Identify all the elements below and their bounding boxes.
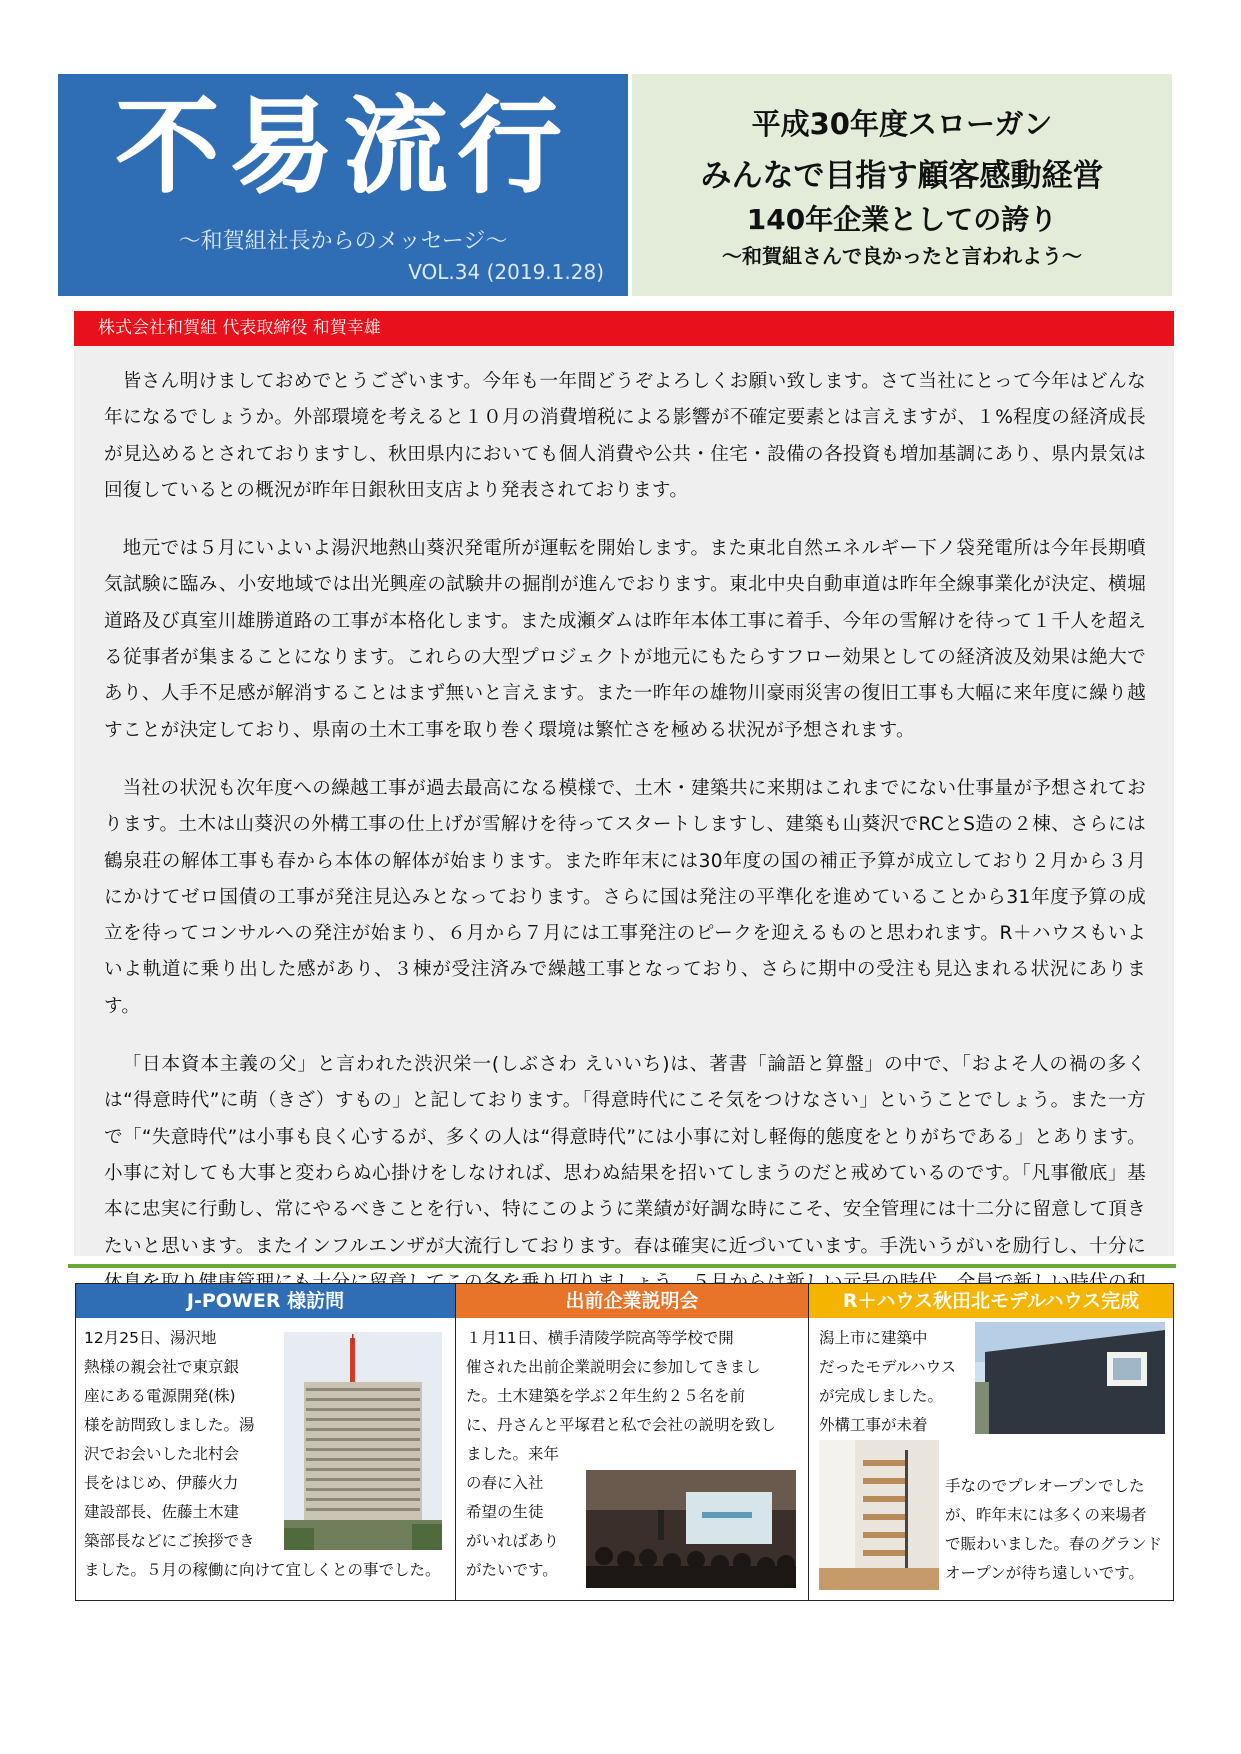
column-text-lower [84, 1556, 454, 1585]
news-column-model-house [808, 1283, 1174, 1601]
text-line: で賑わいました。春のグランド [945, 1535, 1163, 1553]
slogan-line-1: 平成30年度スローガン [751, 107, 1053, 141]
text-line: 熱様の親会社で東京銀 [84, 1358, 240, 1376]
message-body [74, 346, 1174, 1256]
house-interior-photo [819, 1440, 939, 1590]
column-heading: R＋ハウス秋田北モデルハウス完成 [809, 1284, 1173, 1318]
text-line: 様を訪問致しました。湯 [84, 1416, 255, 1434]
column-text-lower [945, 1472, 1173, 1588]
masthead [58, 74, 628, 296]
text-line: 座にある電源開発(株) [84, 1387, 236, 1405]
slogan-panel [632, 74, 1172, 296]
column-heading: J-POWER 様訪問 [76, 1284, 455, 1318]
slogan-line-3: 140年企業としての誇り [746, 203, 1058, 236]
news-column-briefing [455, 1283, 809, 1601]
text-line: 長をはじめ、伊藤火力 [84, 1474, 239, 1492]
text-line: だったモデルハウス [819, 1358, 957, 1376]
text-line: ました。来年 [466, 1445, 560, 1463]
text-line: 築部長などにご挨拶でき [84, 1532, 255, 1550]
slogan-line-2: みんなで目指す顧客感動経営 [700, 158, 1104, 194]
newsletter-subtitle: 〜和賀組社長からのメッセージ〜 [178, 229, 508, 254]
column-text-upper [819, 1324, 959, 1440]
news-column-jpower [75, 1283, 456, 1601]
seminar-photo [586, 1470, 796, 1588]
text-line: が完成しました。 [819, 1387, 944, 1405]
text-line: 12月25日、湯沢地 [84, 1329, 217, 1347]
building-photo [284, 1332, 442, 1550]
paragraph-3: 当社の状況も次年度への繰越工事が過去最高になる模様で、土木・建築共に来期はこれまでにない仕事量が予想されております。土木は山葵沢の外構工事の仕上げが雪解けを待ってスタートしますし、建築も山葵沢でRCとS造の２棟、さらには鶴泉荘の解体工事も春から本体の解体が始まります。また昨年末には30年度の国の補正予算が成立しており２月から３月にかけてゼロ国債の工事が発注見込みとなっております。さらに国は発注の平準化を進めていることから31年度予算の成立を待ってコンサルへの発注が始まり、６月から７月には工事発注のピークを迎えるものと思われます。R＋ハウスもいよいよ軌道に乗り出した感があり、３棟が受注済みで繰越工事となっており、さらに期中の受注も見込まれる状況にあります。 [104, 777, 1146, 1017]
text-line: 催された出前企業説明会に参加してきまし [466, 1358, 761, 1376]
column-heading: 出前企業説明会 [456, 1284, 808, 1318]
house-exterior-photo [975, 1322, 1165, 1434]
column-text-upper [466, 1324, 806, 1440]
text-line: がいればあり [466, 1532, 560, 1550]
paragraph-2: 地元では５月にいよいよ湯沢地熱山葵沢発電所が運転を開始します。また東北自然エネルギー下ノ袋発電所は今年長期噴気試験に臨み、小安地域では出光興産の試験井の掘削が進んでおります。東北中央自動車道は昨年全線事業化が決定、横堀道路及び真室川雄勝道路の工事が本格化します。また成瀬ダムは昨年本体工事に着手、今年の雪解けを待って１千人を超える従事者が集まることになります。これらの大型プロジェクトが地元にもたらすフロー効果としての経済波及効果は絶大であり、人手不足感が解消することはまず無いと言えます。また一昨年の雄物川豪雨災害の復旧工事も大幅に来年度に繰り越すことが決定しており、県南の土木工事を取り巻く環境は繁忙さを極める状況が予想されます。 [104, 538, 1146, 741]
text-line: 外構工事が未着 [819, 1416, 928, 1434]
volume-date: VOL.34 (2019.1.28) [408, 260, 604, 284]
text-line: ました。５月の稼働に向けて宜しくとの事でした。 [84, 1561, 441, 1579]
text-line: の春に入社 [466, 1474, 544, 1492]
author-bar: 株式会社和賀組 代表取締役 和賀幸雄 [74, 311, 1174, 346]
newsletter-title: 不易流行 [114, 84, 571, 207]
paragraph-1: 皆さん明けましておめでとうございます。今年も一年間どうぞよろしくお願い致します。さて当社にとって今年はどんな年になるでしょうか。外部環境を考えると１０月の消費増税による影響が不確定要素とは言えますが、１%程度の経済成長が見込めるとされておりますし、秋田県内においても個人消費や公共・住宅・設備の各投資も増加基調にあり、県内景気は回復しているとの概況が昨年日銀秋田支店より発表されております。 [104, 371, 1146, 501]
text-line: 沢でお会いした北村会 [84, 1445, 240, 1463]
column-text-upper [84, 1324, 284, 1556]
text-line: 潟上市に建築中 [819, 1329, 928, 1347]
text-line: 手なのでプレオープンでした [945, 1477, 1145, 1495]
text-line: が、昨年末には多くの来場者 [945, 1506, 1147, 1524]
text-line: オープンが待ち遠しいです。 [945, 1564, 1144, 1582]
paragraph-4: 「日本資本主義の父」と言われた渋沢栄一(しぶさわ えいいち)は、著書「論語と算盤」の中で、「およそ人の禍の多くは“得意時代”に萌（きざ）すもの」と記しております。「得意時代にこそ気をつけなさい」ということでしょう。また一方で「“失意時代”は小事も良く心するが、多くの人は“得意時代”には小事に対し軽侮的態度をとりがちである」とあります。小事に対しても大事と変わらぬ心掛けをしなければ、思わぬ結果を招いてしまうのだと戒めているのです。「凡事徹底」基本に忠実に行動し、常にやるべきことを行い、特にこのように業績が好調な時にこそ、安全管理には十二分に留意して頂きたいと思います。またインフルエンザが大流行しております。春は確実に近づいています。手洗いうがいを励行し、十分に [104, 1054, 1146, 1257]
text-line: 希望の生徒 [466, 1503, 544, 1521]
divider [68, 1264, 1176, 1268]
text-line: １月11日、横手清陵学院高等学校で開 [466, 1329, 734, 1347]
column-text-lower [466, 1440, 576, 1585]
slogan-line-4: 〜和賀組さんで良かったと言われよう〜 [722, 244, 1082, 268]
text-line: 建設部長、佐藤土木建 [84, 1503, 240, 1521]
text-line: に、丹さんと平塚君と私で会社の説明を致し [466, 1416, 777, 1434]
text-line: た。土木建築を学ぶ２年生約２５名を前 [466, 1387, 746, 1405]
text-line: がたいです。 [466, 1561, 558, 1579]
